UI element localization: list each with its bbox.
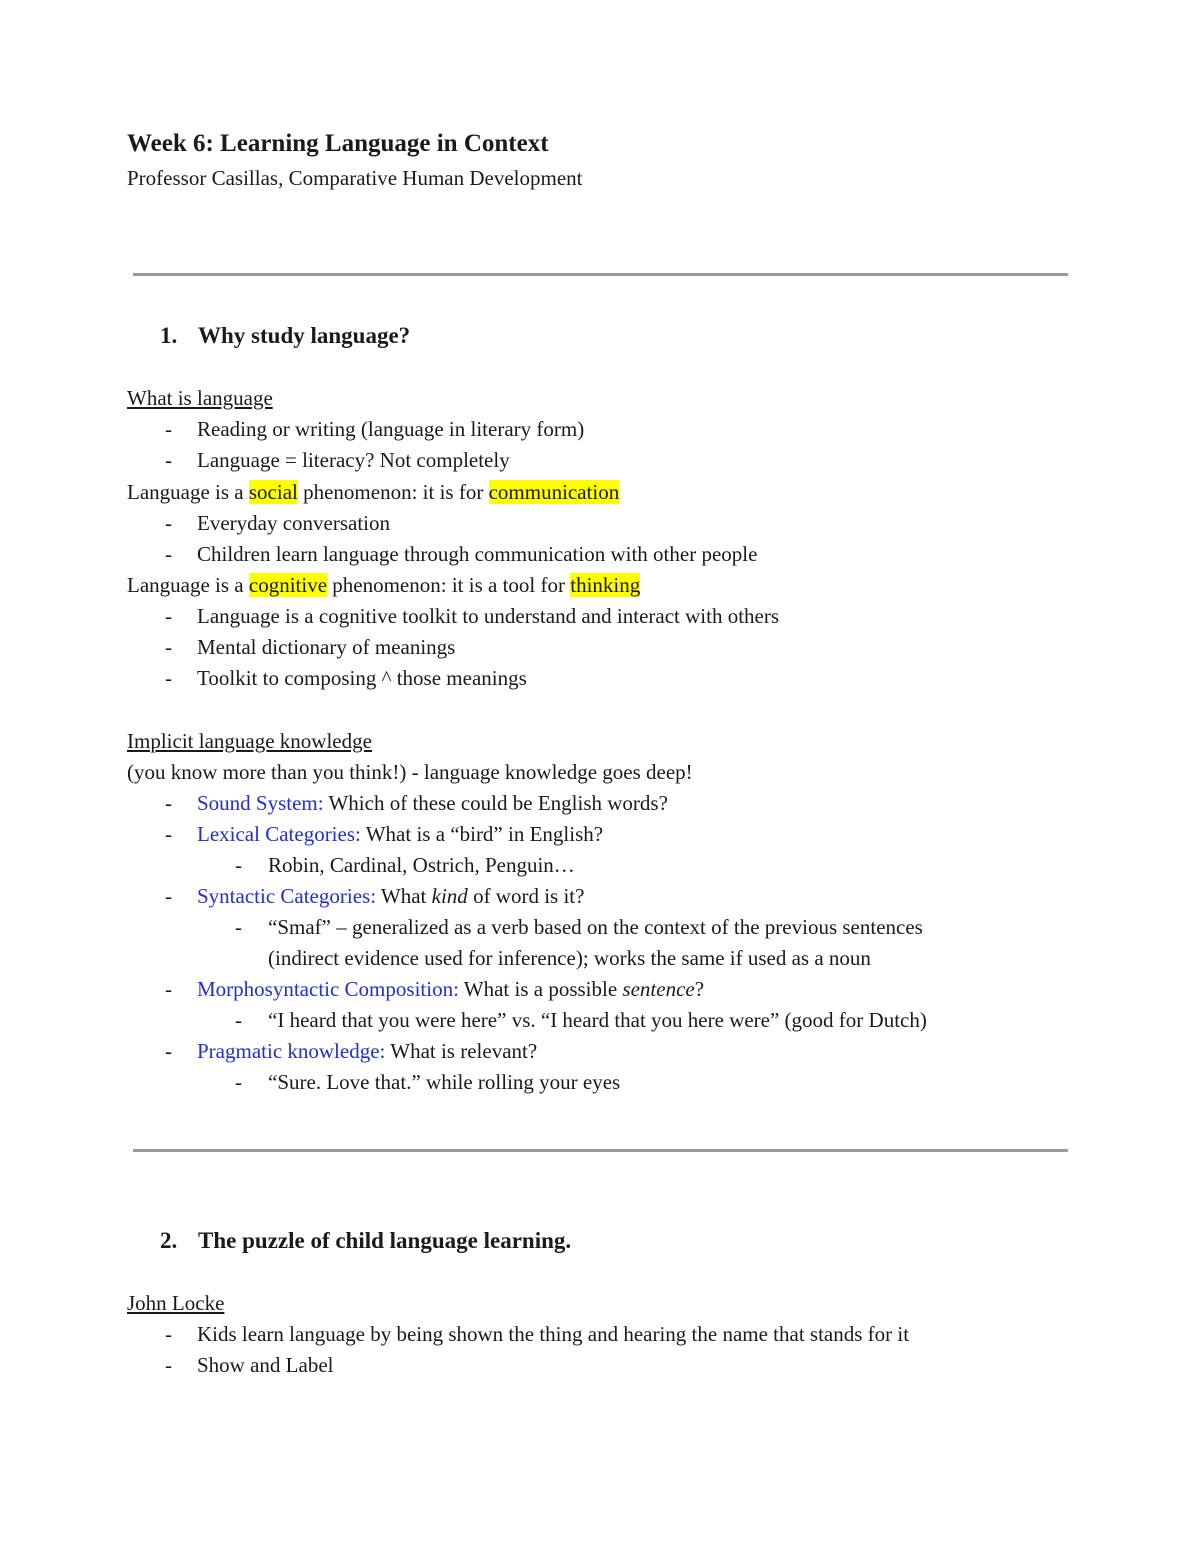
knowledge-item (197, 790, 668, 816)
sub-bullet-text: “I heard that you were here” vs. “I heard that you here were” (good for Dutch) (268, 1008, 927, 1032)
term-sound-system: Sound System: (197, 791, 324, 815)
term-pragmatic-knowledge: Pragmatic knowledge: (197, 1039, 386, 1063)
highlight-cognitive: cognitive (248, 573, 328, 597)
bullet-dash: - (165, 1322, 172, 1346)
sub-bullet-text: “Smaf” – generalized as a verb based on the context of the previous sentences (268, 915, 923, 939)
social-statement (127, 479, 619, 505)
bullet-dash: - (165, 884, 172, 908)
item-emphasis: sentence (622, 977, 695, 1001)
bullet-text: Language is a cognitive toolkit to understand and interact with others (197, 604, 780, 628)
subheading-implicit-knowledge: Implicit language knowledge (127, 729, 372, 753)
term-lexical-categories: Lexical Categories: (197, 822, 361, 846)
item-text: What (376, 884, 432, 908)
highlight-communication: communication (488, 480, 620, 504)
bullet-dash: - (165, 666, 172, 690)
item-text: ? (694, 977, 705, 1001)
bullet-dash: - (165, 635, 172, 659)
statement-text: phenomenon: it is a tool for (327, 573, 571, 597)
bullet-dash: - (165, 417, 172, 441)
bullet-text: Children learn language through communication with other people (197, 542, 758, 566)
bullet-text: Kids learn language by being shown the thing and hearing the name that stands for it (197, 1322, 910, 1346)
bullet-dash: - (165, 977, 172, 1001)
statement-text: Language is a (127, 480, 249, 504)
bullet-dash: - (165, 1353, 172, 1377)
document-subtitle: Professor Casillas, Comparative Human Development (127, 166, 583, 190)
section-number: 1. (160, 323, 178, 348)
sub-bullet-continuation: (indirect evidence used for inference); works the same if used as a noun (268, 946, 871, 970)
section-number: 2. (160, 1228, 178, 1253)
knowledge-item (197, 1038, 537, 1064)
knowledge-item (197, 883, 584, 909)
sub-bullet-dash: - (235, 853, 242, 877)
item-emphasis: kind (431, 884, 468, 908)
section-divider (133, 273, 1068, 276)
item-text: What is a possible (458, 977, 623, 1001)
statement-text: Language is a (127, 573, 249, 597)
item-text: What is relevant? (385, 1039, 538, 1063)
item-text: Which of these could be English words? (323, 791, 668, 815)
bullet-text: Show and Label (197, 1353, 334, 1377)
bullet-dash: - (165, 604, 172, 628)
bullet-text: Language = literacy? Not completely (197, 448, 510, 472)
sub-bullet-text: “Sure. Love that.” while rolling your eyes (268, 1070, 621, 1094)
bullet-dash: - (165, 511, 172, 535)
highlight-thinking: thinking (570, 573, 641, 597)
section-divider (133, 1149, 1068, 1152)
knowledge-item (197, 976, 704, 1002)
bullet-text: Mental dictionary of meanings (197, 635, 456, 659)
bullet-text: Reading or writing (language in literary form) (197, 417, 585, 441)
bullet-dash: - (165, 1039, 172, 1063)
section-2-heading (160, 1227, 571, 1255)
subheading-john-locke: John Locke (127, 1291, 225, 1315)
item-text: of word is it? (467, 884, 585, 908)
term-morphosyntactic-composition: Morphosyntactic Composition: (197, 977, 459, 1001)
highlight-social: social (248, 480, 298, 504)
implicit-intro: (you know more than you think!) - language knowledge goes deep! (127, 760, 693, 784)
term-syntactic-categories: Syntactic Categories: (197, 884, 377, 908)
section-1-heading (160, 322, 410, 350)
bullet-dash: - (165, 448, 172, 472)
item-text: What is a “bird” in English? (360, 822, 604, 846)
document-title: Week 6: Learning Language in Context (127, 130, 549, 157)
sub-bullet-dash: - (235, 915, 242, 939)
subheading-what-is-language: What is language (127, 386, 273, 410)
sub-bullet-text: Robin, Cardinal, Ostrich, Penguin… (268, 853, 575, 877)
sub-bullet-dash: - (235, 1070, 242, 1094)
sub-bullet-dash: - (235, 1008, 242, 1032)
knowledge-item (197, 821, 603, 847)
bullet-text: Everyday conversation (197, 511, 391, 535)
statement-text: phenomenon: it is for (297, 480, 489, 504)
bullet-text: Toolkit to composing ^ those meanings (197, 666, 527, 690)
bullet-dash: - (165, 791, 172, 815)
bullet-dash: - (165, 542, 172, 566)
bullet-dash: - (165, 822, 172, 846)
section-title: The puzzle of child language learning. (198, 1228, 572, 1253)
section-title: Why study language? (198, 323, 411, 348)
cognitive-statement (127, 572, 640, 598)
